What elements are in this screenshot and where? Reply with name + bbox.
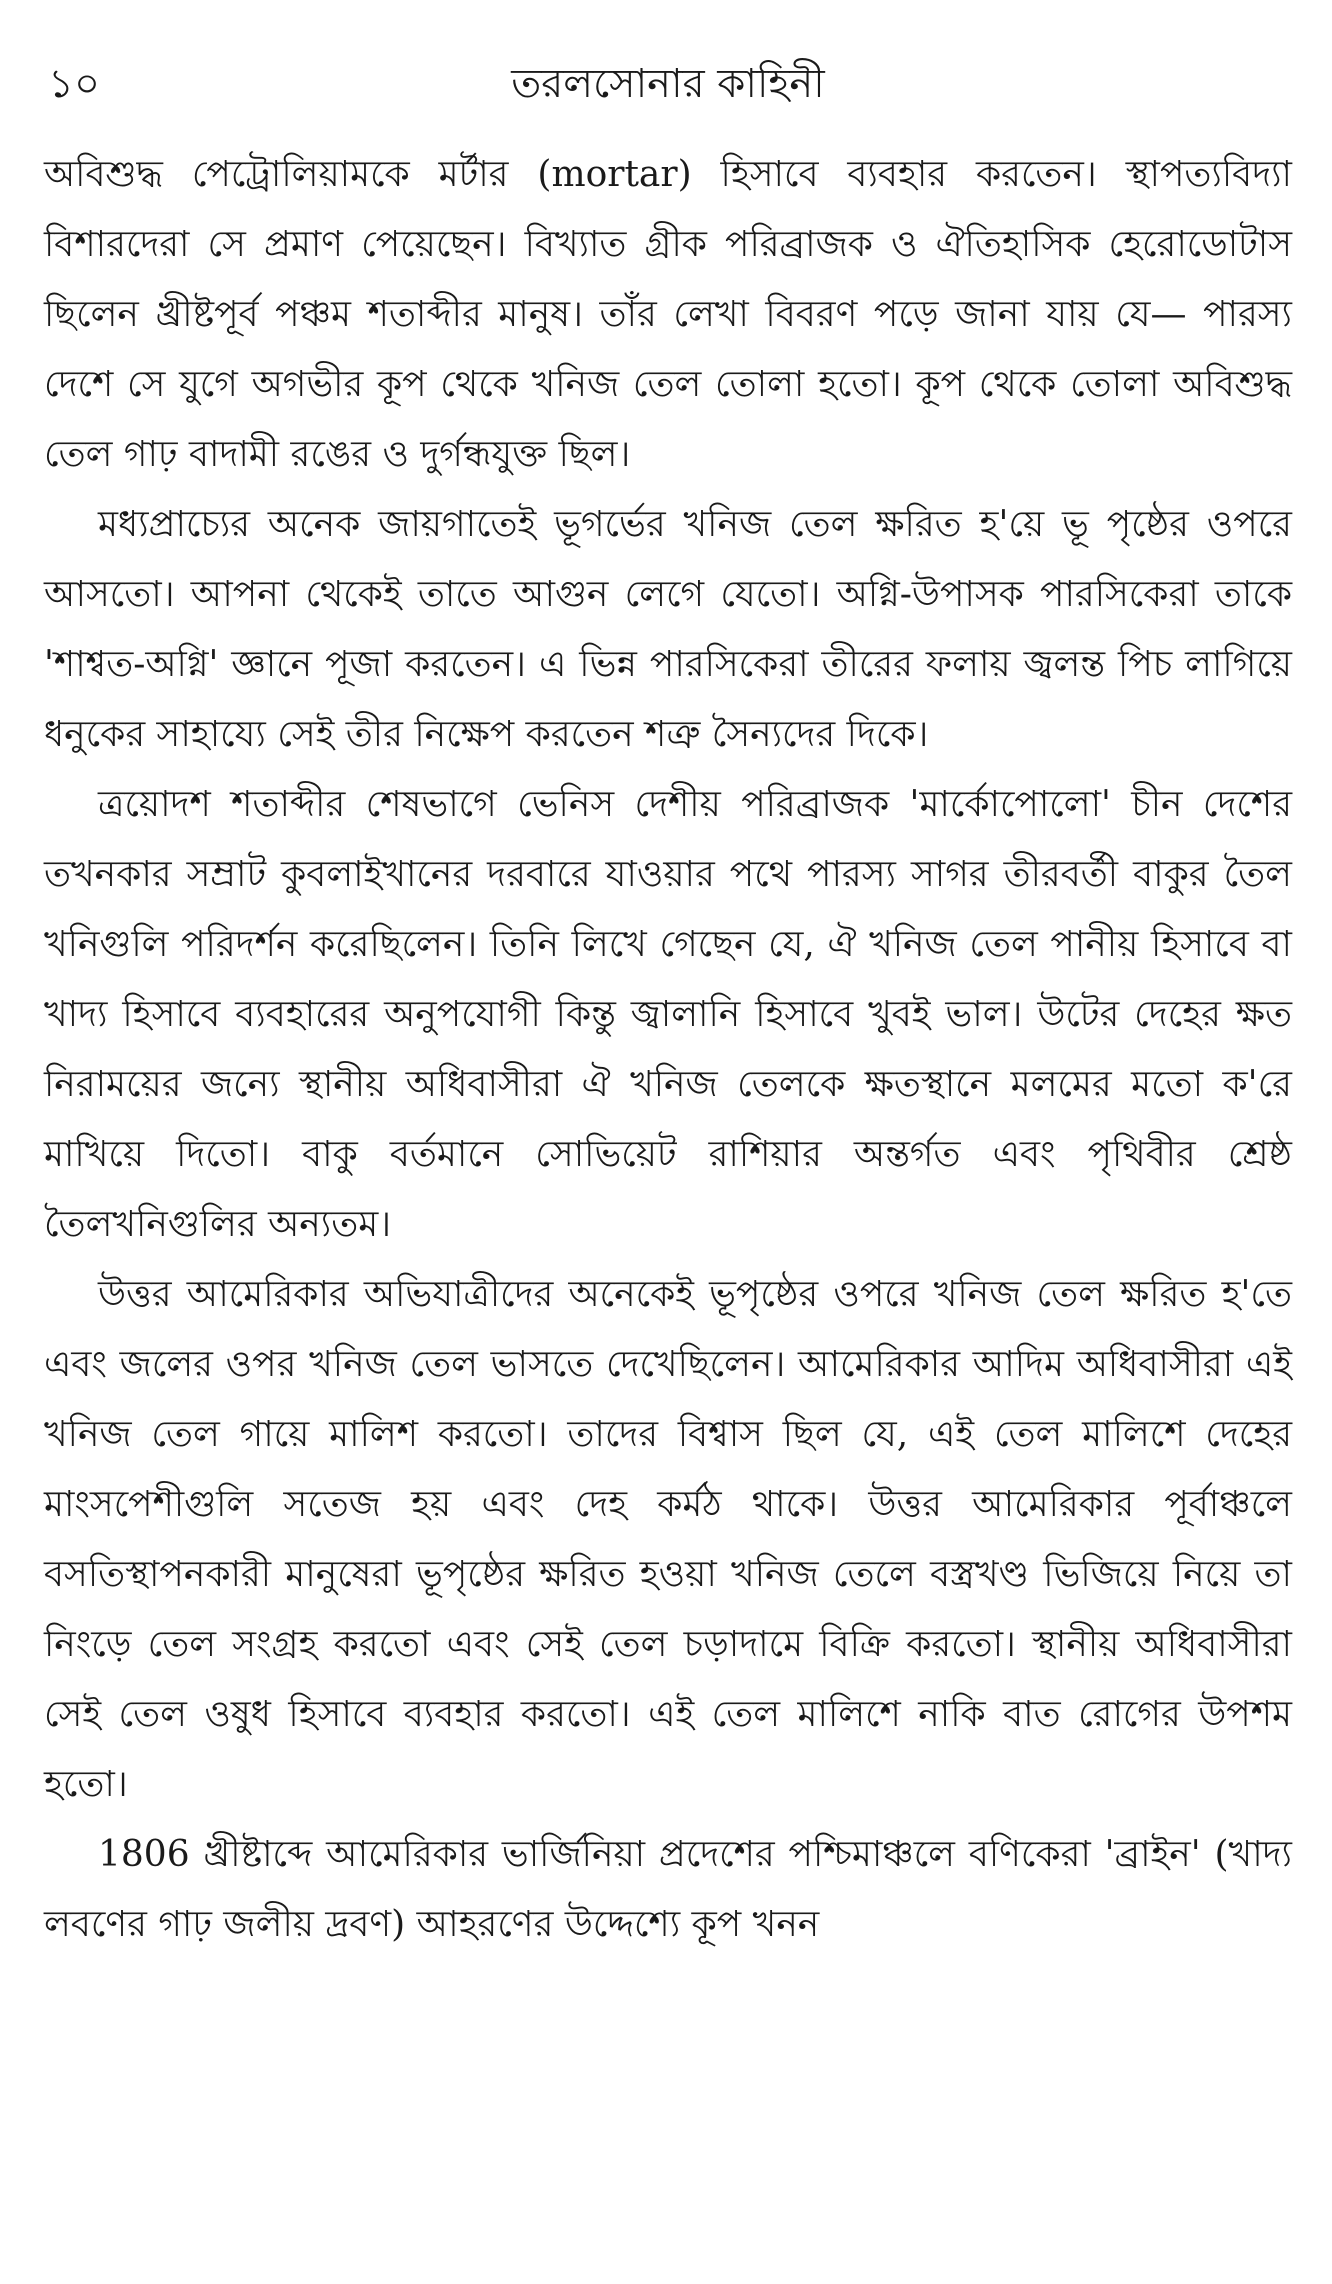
body-text: [44, 140, 1292, 1960]
page-number: ১০: [48, 61, 100, 107]
paragraph: ত্রয়োদশ শতাব্দীর শেষভাগে ভেনিস দেশীয় পরিব্রাজক 'মার্কোপোলো' চীন দেশের তখনকার সম্রাট কুবলাইখানের দরবারে যাওয়ার পথে পারস্য সাগর তীরবর্তী বাকুর তৈল খনিগুলি পরিদর্শন করেছিলেন। তিনি লিখে গেছেন যে, ঐ খনিজ তেল পানীয় হিসাবে বা খাদ্য হিসাবে ব্যবহারের অনুপযোগী কিন্তু জ্বালানি হিসাবে খুবই ভাল। উটের দেহের ক্ষত নিরাময়ের জন্যে স্থানীয় অধিবাসীরা ঐ খনিজ তেলকে ক্ষতস্থানে মলমের মতো ক'রে মাখিয়ে দিতো। বাকু বর্তমানে সোভিয়েট রাশিয়ার অন্তর্গত এবং পৃথিবীর শ্রেষ্ঠ তৈলখনিগুলির অন্যতম।: [44, 784, 1292, 1245]
paragraph: অবিশুদ্ধ পেট্রোলিয়ামকে মর্টার (mortar) হিসাবে ব্যবহার করতেন। স্থাপত্যবিদ্যা বিশারদেরা সে প্রমাণ পেয়েছেন। বিখ্যাত গ্রীক পরিব্রাজক ও ঐতিহাসিক হেরোডোটাস ছিলেন খ্রীষ্টপূর্ব পঞ্চম শতাব্দীর মানুষ। তাঁর লেখা বিবরণ পড়ে জানা যায় যে— পারস্য দেশে সে যুগে অগভীর কূপ থেকে খনিজ তেল তোলা হতো। কূপ থেকে তোলা অবিশুদ্ধ তেল গাঢ় বাদামী রঙের ও দুর্গন্ধযুক্ত ছিল।: [44, 154, 1292, 475]
paragraph: উত্তর আমেরিকার অভিযাত্রীদের অনেকেই ভূপৃষ্ঠের ওপরে খনিজ তেল ক্ষরিত হ'তে এবং জলের ওপর খনিজ তেল ভাসতে দেখেছিলেন। আমেরিকার আদিম অধিবাসীরা এই খনিজ তেল গায়ে মালিশ করতো। তাদের বিশ্বাস ছিল যে, এই তেল মালিশে দেহের মাংসপেশীগুলি সতেজ হয় এবং দেহ কর্মঠ থাকে। উত্তর আমেরিকার পূর্বাঞ্চলে বসতিস্থাপনকারী মানুষেরা ভূপৃষ্ঠের ক্ষরিত হওয়া খনিজ তেলে বস্ত্রখণ্ড ভিজিয়ে নিয়ে তা নিংড়ে তেল সংগ্রহ করতো এবং সেই তেল চড়াদামে বিক্রি করতো। স্থানীয় অধিবাসীরা সেই তেল ওষুধ হিসাবে ব্যবহার করতো। এই তেল মালিশে নাকি বাত রোগের উপশম হতো।: [44, 1274, 1292, 1805]
page-header: [44, 58, 1292, 114]
running-title: তরলসোনার কাহিনী: [511, 61, 825, 107]
paragraph: 1806 খ্রীষ্টাব্দে আমেরিকার ভার্জিনিয়া প্রদেশের পশ্চিমাঞ্চলে বণিকেরা 'ব্রাইন' (খাদ্য লবণের গাঢ় জলীয় দ্রবণ) আহরণের উদ্দেশ্যে কূপ খনন: [44, 1834, 1292, 1945]
paragraph: মধ্যপ্রাচ্যের অনেক জায়গাতেই ভূগর্ভের খনিজ তেল ক্ষরিত হ'য়ে ভূ পৃষ্ঠের ওপরে আসতো। আপনা থেকেই তাতে আগুন লেগে যেতো। অগ্নি-উপাসক পারসিকেরা তাকে 'শাশ্বত-অগ্নি' জ্ঞানে পূজা করতেন। এ ভিন্ন পারসিকেরা তীরের ফলায় জ্বলন্ত পিচ লাগিয়ে ধনুকের সাহায্যে সেই তীর নিক্ষেপ করতেন শত্রু সৈন্যদের দিকে।: [44, 504, 1292, 755]
